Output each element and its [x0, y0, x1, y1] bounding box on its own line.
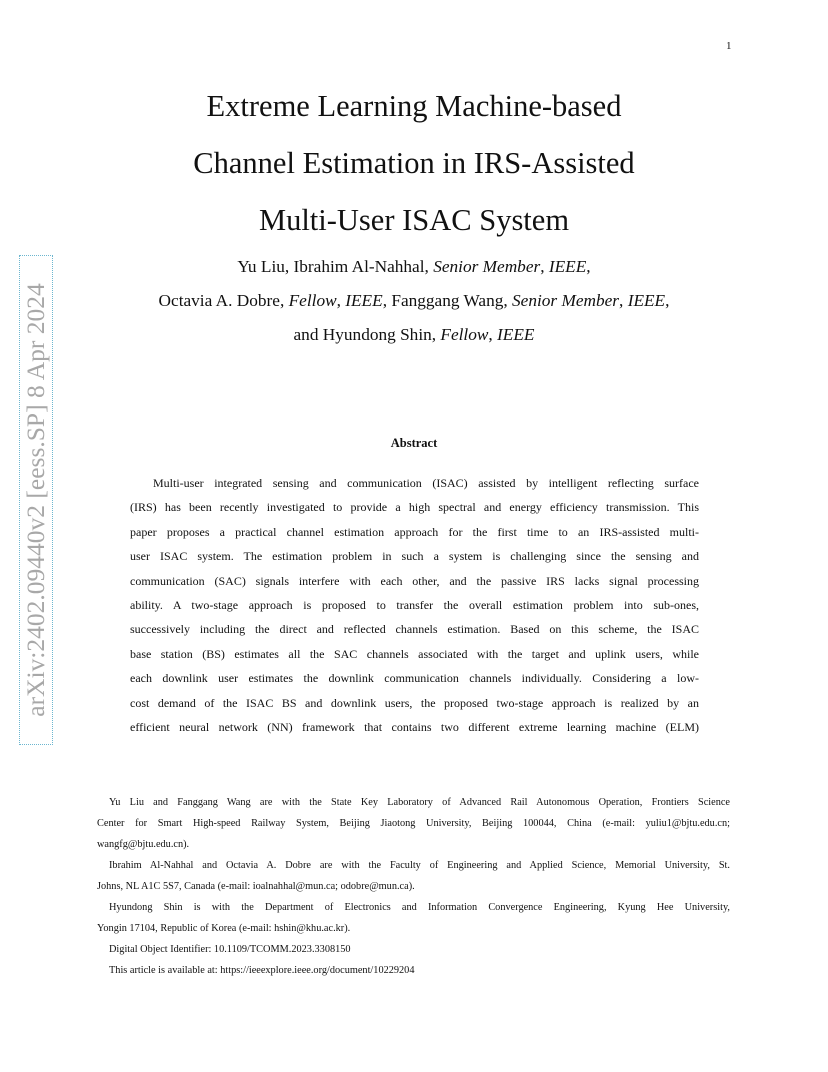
- footnote-url: [109, 960, 730, 981]
- abstract-line: base station (BS) estimates all the SAC channels associated with the target and uplink users, while: [130, 646, 699, 661]
- footnote-line: Yu Liu and Fanggang Wang are with the State Key Laboratory of Advanced Rail Autonomous Operation, Frontiers Science: [109, 797, 730, 808]
- author-text: Yu Liu, Ibrahim Al-Nahhal,: [237, 257, 434, 276]
- abstract-line: efficient neural network (NN) framework that contains two different extreme learning machine (ELM): [130, 719, 699, 734]
- abstract-body: [130, 471, 699, 739]
- abstract-line: user ISAC system. The estimation problem in such a system is challenging since the sensing and: [130, 549, 699, 564]
- author-text: ,: [619, 291, 628, 310]
- title-line-3: Multi-User ISAC System: [258, 203, 570, 237]
- paper-title: [100, 78, 728, 249]
- author-grade: Fellow: [288, 291, 337, 310]
- author-society: IEEE: [497, 325, 535, 344]
- title-line-2: Channel Estimation in IRS-Assisted: [193, 146, 635, 180]
- abstract-line: ability. A two-stage approach is proposed to transfer the overall estimation problem into sub-ones,: [130, 597, 699, 612]
- footnote-line: Center for Smart High-speed Railway System, Beijing Jiaotong University, Beijing 100044, China (e-mail: yuliu1@bjtu.edu.cn;: [97, 818, 730, 829]
- footnote-line[interactable]: Digital Object Identifier: 10.1109/TCOMM.2023.3308150: [109, 944, 351, 955]
- arxiv-stamp[interactable]: arXiv:2402.09440v2 [eess.SP] 8 Apr 2024: [21, 283, 50, 717]
- title-line-1: Extreme Learning Machine-based: [206, 89, 622, 123]
- author-society: IEEE: [548, 257, 587, 276]
- footnote-affiliation-bjtu: [97, 792, 730, 855]
- author-grade: Senior Member: [433, 257, 541, 276]
- author-text: Octavia A. Dobre,: [158, 291, 289, 310]
- author-line-2: [100, 284, 728, 318]
- author-text: , Fanggang Wang,: [382, 291, 513, 310]
- footnote-line: Hyundong Shin is with the Department of Electronics and Information Convergence Engineering, Kyung Hee University,: [109, 902, 730, 913]
- abstract-line: communication (SAC) signals interfere with each other, and the passive IRS lacks signal processing: [130, 573, 699, 588]
- abstract-line: successively including the direct and reflected channels estimation. Based on this scheme, the ISAC: [130, 622, 699, 637]
- abstract-line: paper proposes a practical channel estimation approach for the first time to an IRS-assisted multi-: [130, 524, 699, 539]
- author-grade: Fellow: [440, 325, 489, 344]
- abstract-line: (IRS) has been recently investigated to provide a high spectral and energy efficiency transmission. This: [130, 500, 699, 515]
- author-line-3: [100, 318, 728, 352]
- abstract-line: each downlink user estimates the downlink communication channels individually. Considering a low-: [130, 671, 699, 686]
- footnote-doi: [109, 939, 730, 960]
- author-society: IEEE: [627, 291, 666, 310]
- author-text: ,: [540, 257, 549, 276]
- author-list: [100, 250, 728, 352]
- author-text: ,: [488, 325, 498, 344]
- author-text: ,: [665, 291, 670, 310]
- footnote-line: wangfg@bjtu.edu.cn).: [97, 839, 190, 850]
- footnote-line: Johns, NL A1C 5S7, Canada (e-mail: ioalnahhal@mun.ca; odobre@mun.ca).: [97, 881, 415, 892]
- footnote-line: Yongin 17104, Republic of Korea (e-mail: hshin@khu.ac.kr).: [97, 923, 351, 934]
- footnotes: [97, 792, 730, 981]
- author-grade: Senior Member: [512, 291, 620, 310]
- abstract-heading: Abstract: [390, 436, 438, 450]
- page-number: 1: [726, 40, 732, 52]
- abstract-line: Multi-user integrated sensing and communication (ISAC) assisted by intelligent reflecting surface: [153, 476, 699, 490]
- author-line-1: [100, 250, 728, 284]
- author-text: ,: [586, 257, 591, 276]
- abstract-line: cost demand of the ISAC BS and downlink users, the proposed two-stage approach is realized by an: [130, 695, 699, 710]
- footnote-line: Ibrahim Al-Nahhal and Octavia A. Dobre are with the Faculty of Engineering and Applied Science, Memorial University, St.: [109, 860, 730, 871]
- author-text: ,: [336, 291, 346, 310]
- footnote-affiliation-khu: [97, 897, 730, 939]
- footnote-line[interactable]: This article is available at: https://ieeexplore.ieee.org/document/10229204: [109, 965, 415, 976]
- author-text: and Hyundong Shin,: [293, 325, 441, 344]
- footnote-affiliation-mun: [97, 855, 730, 897]
- author-society: IEEE: [345, 291, 383, 310]
